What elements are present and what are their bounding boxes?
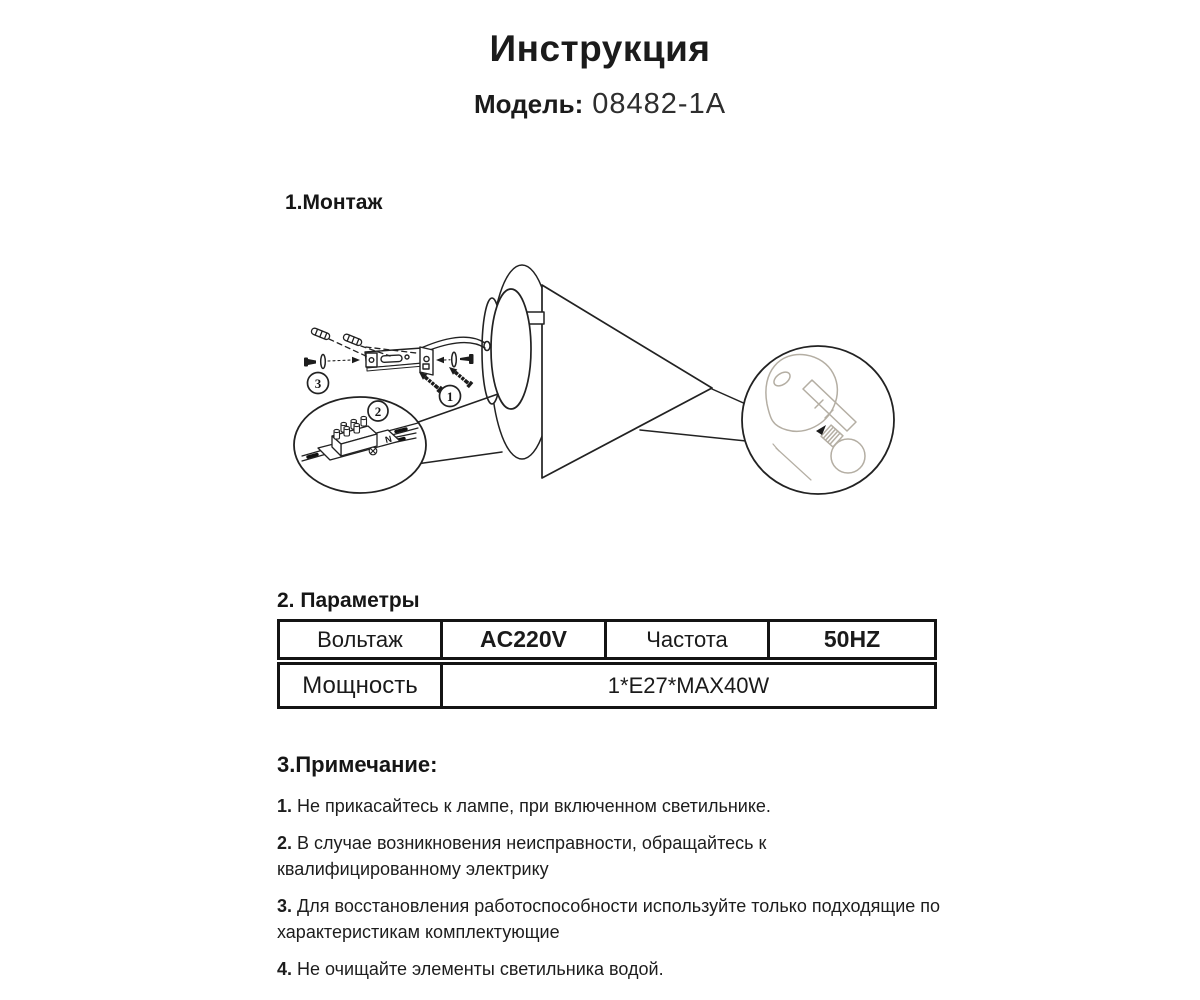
wall-plate <box>482 289 531 409</box>
note-number: 3. <box>277 896 293 917</box>
cell-frequency-label: Частота <box>604 622 767 657</box>
callout-2 <box>368 401 388 421</box>
callout-1 <box>440 386 461 407</box>
section-heading-notes: 3.Примечание: <box>277 752 438 777</box>
terminal-screw-head <box>369 447 377 455</box>
note-text: Для восстановления работоспособности используйте только подходящие по характеристикам комплектующие <box>277 896 941 943</box>
page-title: Инструкция <box>489 28 711 69</box>
cell-voltage-value: AC220V <box>440 622 604 657</box>
bulb-inset <box>742 346 894 494</box>
terminal-n-label: N <box>384 433 393 445</box>
mounting-bracket <box>365 347 433 375</box>
montage-diagram <box>270 232 960 512</box>
parameters-table <box>277 619 937 709</box>
note-item-3 <box>277 893 945 945</box>
note-item-2 <box>277 830 945 882</box>
svg-text:3: 3 <box>314 376 322 391</box>
note-text: Не очищайте элементы светильника водой. <box>297 959 664 980</box>
cell-power-value: 1*E27*MAX40W <box>440 665 934 706</box>
cell-frequency-value: 50HZ <box>767 622 934 657</box>
note-text: Не прикасайтесь к лампе, при включенном светильнике. <box>297 796 771 816</box>
cell-voltage-label: Вольтаж <box>317 626 403 652</box>
model-label: Модель: <box>473 89 584 119</box>
section-heading-montage: 1.Монтаж <box>285 191 383 214</box>
note-number: 2. <box>277 833 293 854</box>
note-item-4 <box>277 956 945 982</box>
svg-text:1: 1 <box>446 389 454 404</box>
terminal-inset <box>294 397 426 493</box>
screw-washer-left <box>304 355 360 369</box>
note-item-1 <box>277 793 945 819</box>
table-row <box>277 662 937 709</box>
note-number: 4. <box>277 959 293 980</box>
svg-text:2: 2 <box>374 404 382 419</box>
cell-power-label: Мощность <box>302 671 418 699</box>
notes-list <box>277 793 945 994</box>
section-heading-params: 2. Параметры <box>277 589 420 612</box>
model-number: 08482-1A <box>592 88 727 120</box>
model-line <box>0 88 1200 121</box>
note-number: 1. <box>277 796 293 816</box>
note-text: В случае возникновения неисправности, обращайтесь к квалифицированному электрику <box>277 833 767 880</box>
callout-3 <box>308 373 329 394</box>
table-row <box>277 619 937 660</box>
screw-washer-right <box>436 352 474 366</box>
